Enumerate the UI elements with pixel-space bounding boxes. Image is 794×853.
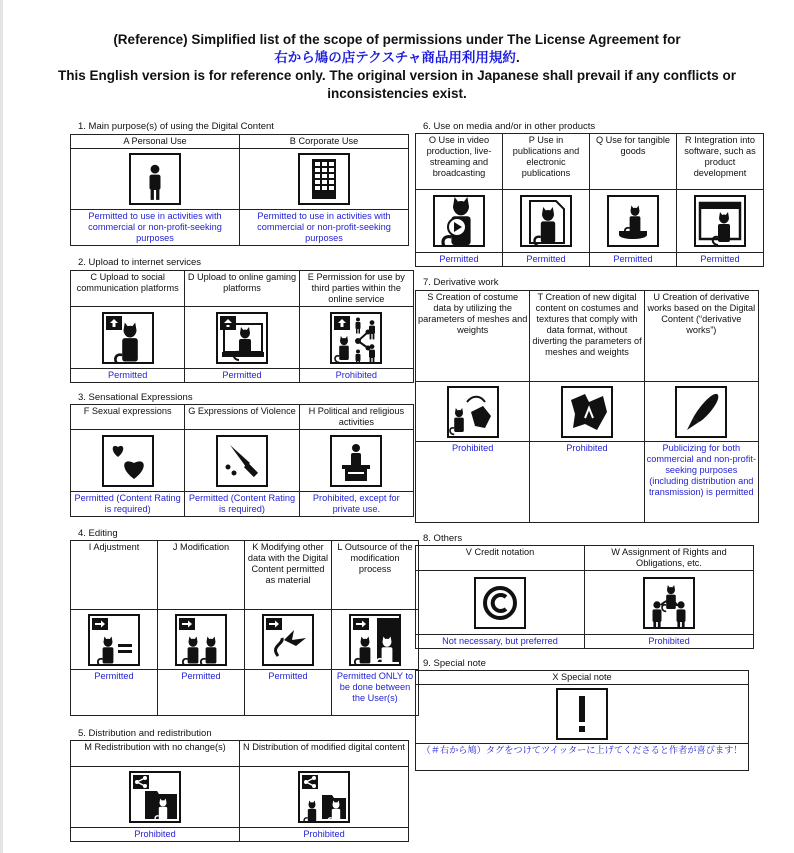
label-row	[71, 741, 409, 767]
icon-cell	[71, 767, 240, 828]
section-title: 9. Special note	[423, 658, 486, 669]
icon-cell	[71, 430, 185, 492]
video-cat-icon	[433, 195, 485, 247]
software-window-icon	[694, 195, 746, 247]
icon-cell	[677, 190, 764, 253]
column-header-g-expressions-of-violence: G Expressions of Violence	[185, 405, 299, 430]
costume-icon	[561, 386, 613, 438]
header-line2	[40, 49, 754, 67]
label-row	[416, 291, 759, 382]
label-row	[416, 134, 764, 190]
status-text: Permitted	[185, 369, 299, 383]
permission-table-7	[415, 290, 759, 523]
icon-cell	[416, 571, 585, 635]
label-row	[416, 671, 749, 685]
status-row	[71, 670, 419, 716]
column-header-i-adjustment: I Adjustment	[71, 541, 158, 610]
status-row	[416, 635, 754, 649]
column-header-b-corporate-use: B Corporate Use	[240, 135, 409, 149]
column-header-p-use-in-publications-and-elec: P Use in publications and electronic publications	[503, 134, 590, 190]
permission-table-9	[415, 670, 749, 771]
section-title: 2. Upload to internet services	[78, 257, 202, 268]
icon-cell	[185, 430, 299, 492]
icon-row	[71, 610, 419, 670]
section-title: 1. Main purpose(s) of using the Digital Content	[78, 121, 274, 132]
column-header-m-redistribution-with-no-chang: M Redistribution with no change(s)	[71, 741, 240, 767]
icon-cell	[240, 767, 409, 828]
status-row	[71, 828, 409, 842]
section-title: 7. Derivative work	[423, 277, 499, 288]
column-header-r-integration-into-software-su: R Integration into software, such as product development	[677, 134, 764, 190]
icon-cell	[185, 307, 299, 369]
icon-cell	[71, 610, 158, 670]
icon-cell	[71, 307, 185, 369]
column-header-u-creation-of-derivative-works: U Creation of derivative works based on the Digital Content (“derivative works”)	[644, 291, 758, 382]
section-title: 6. Use on media and/or in other products	[423, 121, 596, 132]
page-edge	[0, 0, 3, 853]
upload-share-icon	[330, 312, 382, 364]
modify-icon	[175, 614, 227, 666]
icon-cell	[416, 190, 503, 253]
icon-cell	[299, 307, 413, 369]
status-text: Permitted	[503, 253, 590, 267]
status-row	[416, 253, 764, 267]
status-text: Prohibited, except for private use.	[299, 492, 413, 517]
share-modified-icon	[298, 771, 350, 823]
upload-cat-icon	[102, 312, 154, 364]
icon-row	[71, 430, 414, 492]
exclamation-icon	[556, 688, 608, 740]
permission-table-3	[70, 404, 414, 517]
building-icon	[298, 153, 350, 205]
column-header-l-outsource-of-the-modificatio: L Outsource of the modification process	[332, 541, 419, 610]
status-text: Permitted (Content Rating is required)	[185, 492, 299, 517]
document-header	[40, 31, 754, 103]
status-row	[71, 369, 414, 383]
icon-cell	[71, 149, 240, 210]
column-header-o-use-in-video-production-live: O Use in video production, live-streaming and broadcasting	[416, 134, 503, 190]
column-header-v-credit-notation: V Credit notation	[416, 546, 585, 571]
status-text: Permitted	[416, 253, 503, 267]
status-text: Permitted to use in activities with commercial or non-profit-seeking purposes	[240, 210, 409, 246]
status-text: Permitted	[677, 253, 764, 267]
section-title: 8. Others	[423, 533, 463, 544]
permission-table-5	[70, 740, 409, 842]
header-line3: This English version is for reference only. The original version in Japanese shall prevail if any conflicts or inconsistencies exist.	[58, 68, 736, 101]
column-header-n-distribution-of-modified-dig: N Distribution of modified digital content	[240, 741, 409, 767]
icon-row	[416, 382, 759, 442]
label-row	[71, 271, 414, 307]
column-header-q-use-for-tangible-goods: Q Use for tangible goods	[590, 134, 677, 190]
icon-row	[416, 190, 764, 253]
upload-monitor-icon	[216, 312, 268, 364]
icon-cell	[245, 610, 332, 670]
material-icon	[262, 614, 314, 666]
permission-table-4	[70, 540, 419, 716]
knife-icon	[216, 435, 268, 487]
icon-row	[71, 149, 409, 210]
icon-cell	[416, 685, 749, 744]
column-header-k-modifying-other-data-with-th: K Modifying other data with the Digital Content permitted as material	[245, 541, 332, 610]
column-header-a-personal-use: A Personal Use	[71, 135, 240, 149]
label-row	[71, 135, 409, 149]
status-row	[416, 744, 749, 771]
icon-cell	[332, 610, 419, 670]
copyright-icon	[474, 577, 526, 629]
costume-convert-icon	[447, 386, 499, 438]
status-text: （＃右から鳩）タグをつけてツイッターに上げてくださると作者が喜びます！	[416, 744, 749, 771]
column-header-h-political-and-religious-acti: H Political and religious activities	[299, 405, 413, 430]
status-text: Prohibited	[530, 442, 644, 523]
status-text: Permitted	[245, 670, 332, 716]
icon-cell	[240, 149, 409, 210]
icon-row	[71, 767, 409, 828]
status-text: Permitted	[71, 369, 185, 383]
status-text: Prohibited	[240, 828, 409, 842]
status-text: Permitted (Content Rating is required)	[71, 492, 185, 517]
section-title: 3. Sensational Expressions	[78, 392, 193, 403]
status-row	[71, 210, 409, 246]
status-text: Publicizing for both commercial and non-profit-seeking purposes (including distribution and transmission) is permitted	[644, 442, 758, 523]
icon-row	[71, 307, 414, 369]
permission-table-2	[70, 270, 414, 383]
transfer-icon	[643, 577, 695, 629]
pen-icon	[675, 386, 727, 438]
person-icon	[129, 153, 181, 205]
adjust-icon	[88, 614, 140, 666]
section-title: 4. Editing	[78, 528, 118, 539]
column-header-j-modification: J Modification	[158, 541, 245, 610]
column-header-d-upload-to-online-gaming-plat: D Upload to online gaming platforms	[185, 271, 299, 307]
share-folder-icon	[129, 771, 181, 823]
column-header-x-special-note: X Special note	[416, 671, 749, 685]
status-text: Prohibited	[416, 442, 530, 523]
label-row	[71, 541, 419, 610]
icon-cell	[503, 190, 590, 253]
column-header-w-assignment-of-rights-and-obl: W Assignment of Rights and Obligations, etc.	[585, 546, 754, 571]
column-header-c-upload-to-social-communicati: C Upload to social communication platforms	[71, 271, 185, 307]
permission-table-8	[415, 545, 754, 649]
label-row	[416, 546, 754, 571]
permission-table-1	[70, 134, 409, 246]
publication-icon	[520, 195, 572, 247]
status-row	[416, 442, 759, 523]
icon-cell	[644, 382, 758, 442]
icon-cell	[416, 382, 530, 442]
icon-cell	[590, 190, 677, 253]
icon-cell	[585, 571, 754, 635]
status-text: Prohibited	[299, 369, 413, 383]
status-text: Permitted	[158, 670, 245, 716]
outsource-icon	[349, 614, 401, 666]
license-title-link[interactable]: 右から鳩の店テクスチャ商品用利用規約	[274, 50, 516, 65]
icon-row	[416, 685, 749, 744]
header-line1: (Reference) Simplified list of the scope of permissions under The License Agreement for	[113, 32, 681, 47]
status-text: Permitted to use in activities with commercial or non-profit-seeking purposes	[71, 210, 240, 246]
figure-stand-icon	[607, 195, 659, 247]
status-text: Prohibited	[71, 828, 240, 842]
column-header-f-sexual-expressions: F Sexual expressions	[71, 405, 185, 430]
status-text: Permitted ONLY to be done between the User(s)	[332, 670, 419, 716]
icon-cell	[530, 382, 644, 442]
column-header-e-permission-for-use-by-third-: E Permission for use by third parties within the online service	[299, 271, 413, 307]
podium-icon	[330, 435, 382, 487]
icon-cell	[299, 430, 413, 492]
hearts-icon	[102, 435, 154, 487]
icon-row	[416, 571, 754, 635]
label-row	[71, 405, 414, 430]
column-header-t-creation-of-new-digital-cont: T Creation of new digital content on costumes and textures that comply with data format, without diverting the parameters of meshes and weights	[530, 291, 644, 382]
status-text: Not necessary, but preferred	[416, 635, 585, 649]
status-text: Permitted	[71, 670, 158, 716]
header-period: .	[515, 50, 520, 65]
icon-cell	[158, 610, 245, 670]
status-row	[71, 492, 414, 517]
permission-table-6	[415, 133, 764, 267]
status-text: Prohibited	[585, 635, 754, 649]
status-text: Permitted	[590, 253, 677, 267]
section-title: 5. Distribution and redistribution	[78, 728, 212, 739]
column-header-s-creation-of-costume-data-by-: S Creation of costume data by utilizing the parameters of meshes and weights	[416, 291, 530, 382]
